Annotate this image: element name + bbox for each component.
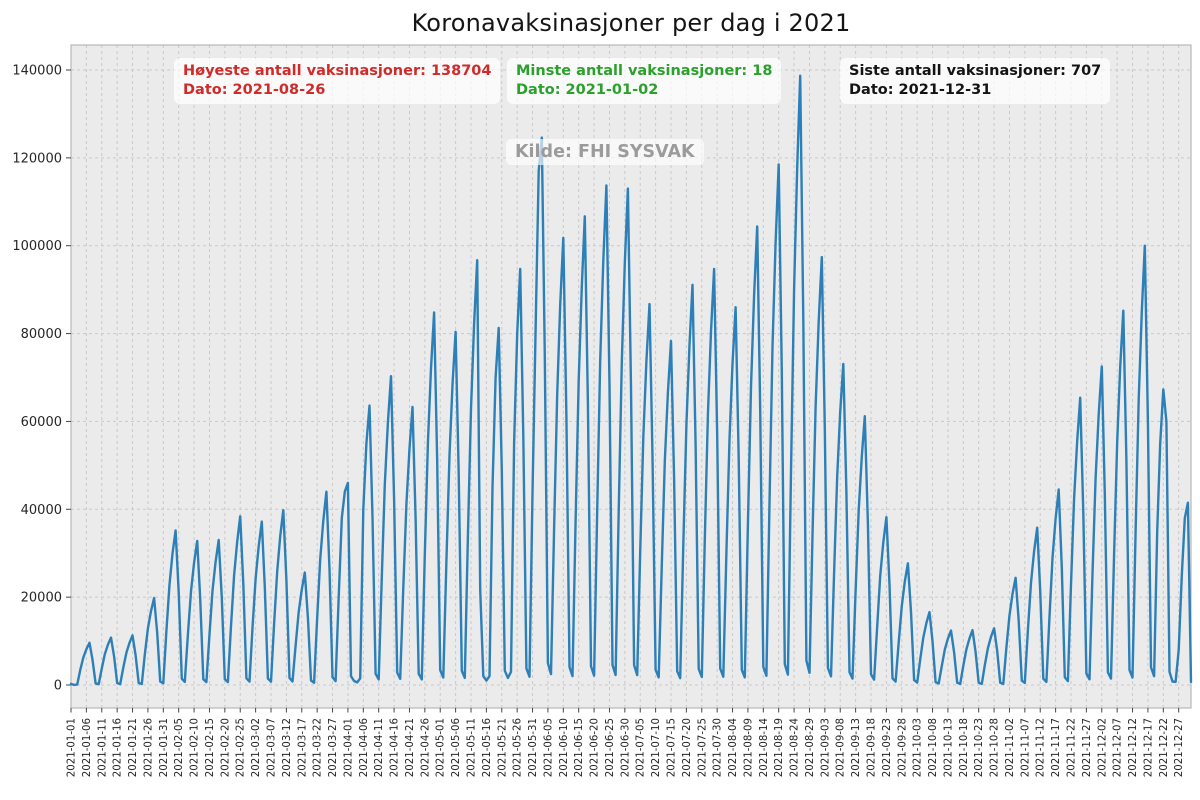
svg-text:2021-10-13: 2021-10-13 xyxy=(943,718,955,778)
svg-text:2021-06-20: 2021-06-20 xyxy=(589,718,601,778)
svg-text:2021-04-21: 2021-04-21 xyxy=(405,718,416,778)
svg-text:2021-12-07: 2021-12-07 xyxy=(1112,718,1124,778)
min-annotation-date: Dato: 2021-01-02 xyxy=(516,82,659,98)
svg-text:2021-10-08: 2021-10-08 xyxy=(928,718,939,778)
svg-text:2021-12-17: 2021-12-17 xyxy=(1143,718,1155,778)
svg-text:2021-07-20: 2021-07-20 xyxy=(681,718,693,778)
svg-text:2021-03-17: 2021-03-17 xyxy=(297,718,309,778)
svg-text:2021-08-19: 2021-08-19 xyxy=(774,718,786,778)
svg-text:2021-04-11: 2021-04-11 xyxy=(374,718,386,778)
svg-text:2021-12-12: 2021-12-12 xyxy=(1128,718,1139,778)
svg-text:2021-04-16: 2021-04-16 xyxy=(389,718,401,778)
svg-text:2021-12-02: 2021-12-02 xyxy=(1097,718,1109,778)
svg-text:2021-08-04: 2021-08-04 xyxy=(728,718,739,778)
svg-text:2021-01-06: 2021-01-06 xyxy=(81,718,93,778)
svg-text:140000: 140000 xyxy=(12,63,62,79)
svg-text:2021-08-09: 2021-08-09 xyxy=(743,718,755,778)
svg-text:60000: 60000 xyxy=(20,414,62,430)
svg-text:2021-07-15: 2021-07-15 xyxy=(666,718,678,778)
svg-text:2021-01-11: 2021-01-11 xyxy=(97,718,109,778)
svg-text:0: 0 xyxy=(53,678,62,694)
x-tick-labels xyxy=(67,718,1186,777)
last-annotation xyxy=(840,58,1110,104)
svg-text:2021-08-29: 2021-08-29 xyxy=(805,718,816,778)
svg-text:2021-03-12: 2021-03-12 xyxy=(281,718,293,778)
svg-text:2021-02-10: 2021-02-10 xyxy=(189,718,201,778)
svg-text:2021-05-26: 2021-05-26 xyxy=(512,718,524,778)
last-annotation-date: Dato: 2021-12-31 xyxy=(849,82,992,98)
svg-text:2021-05-21: 2021-05-21 xyxy=(497,718,509,778)
svg-text:2021-05-01: 2021-05-01 xyxy=(435,718,447,778)
svg-text:2021-09-08: 2021-09-08 xyxy=(835,718,847,778)
svg-text:2021-12-22: 2021-12-22 xyxy=(1158,718,1170,778)
max-annotation xyxy=(174,58,500,104)
svg-text:2021-10-03: 2021-10-03 xyxy=(912,718,924,778)
svg-text:2021-07-30: 2021-07-30 xyxy=(712,718,724,778)
svg-text:2021-03-02: 2021-03-02 xyxy=(251,718,263,778)
svg-text:2021-05-06: 2021-05-06 xyxy=(451,718,463,778)
svg-text:2021-09-28: 2021-09-28 xyxy=(897,718,909,778)
svg-text:2021-06-15: 2021-06-15 xyxy=(574,718,586,778)
max-annotation-date: Dato: 2021-08-26 xyxy=(183,82,326,98)
svg-text:2021-10-18: 2021-10-18 xyxy=(958,718,970,778)
svg-text:2021-11-12: 2021-11-12 xyxy=(1035,718,1047,778)
svg-text:2021-09-23: 2021-09-23 xyxy=(881,718,893,778)
svg-text:2021-01-21: 2021-01-21 xyxy=(128,718,139,778)
svg-text:2021-02-15: 2021-02-15 xyxy=(205,718,216,778)
svg-text:2021-11-02: 2021-11-02 xyxy=(1005,718,1016,778)
svg-text:2021-05-31: 2021-05-31 xyxy=(528,718,539,778)
svg-text:2021-02-20: 2021-02-20 xyxy=(220,718,232,778)
max-annotation-value: Høyeste antall vaksinasjoner: 138704 xyxy=(183,63,492,79)
svg-text:2021-01-01: 2021-01-01 xyxy=(66,718,78,778)
source-watermark: Kilde: FHI SYSVAK xyxy=(506,139,704,165)
svg-text:2021-01-31: 2021-01-31 xyxy=(158,718,170,778)
svg-text:2021-01-16: 2021-01-16 xyxy=(112,718,124,778)
svg-text:80000: 80000 xyxy=(20,327,62,343)
svg-text:2021-05-11: 2021-05-11 xyxy=(466,718,478,778)
svg-text:2021-04-01: 2021-04-01 xyxy=(343,718,355,778)
svg-text:2021-02-25: 2021-02-25 xyxy=(235,718,247,778)
svg-text:2021-06-05: 2021-06-05 xyxy=(543,718,555,778)
min-annotation xyxy=(507,58,781,104)
svg-text:2021-06-10: 2021-06-10 xyxy=(558,718,570,778)
svg-text:2021-03-27: 2021-03-27 xyxy=(328,718,339,778)
svg-text:2021-04-26: 2021-04-26 xyxy=(420,718,432,778)
svg-text:2021-07-10: 2021-07-10 xyxy=(651,718,663,778)
svg-text:2021-11-07: 2021-11-07 xyxy=(1020,718,1032,778)
svg-text:2021-10-23: 2021-10-23 xyxy=(974,718,986,778)
svg-text:2021-06-30: 2021-06-30 xyxy=(620,718,632,778)
svg-text:20000: 20000 xyxy=(20,590,62,606)
svg-text:2021-07-05: 2021-07-05 xyxy=(635,718,647,778)
svg-text:2021-09-03: 2021-09-03 xyxy=(820,718,832,778)
svg-text:100000: 100000 xyxy=(12,239,62,255)
last-annotation-value: Siste antall vaksinasjoner: 707 xyxy=(849,63,1102,79)
svg-text:2021-06-25: 2021-06-25 xyxy=(605,718,616,778)
svg-text:2021-09-13: 2021-09-13 xyxy=(851,718,863,778)
svg-text:2021-05-16: 2021-05-16 xyxy=(481,718,493,778)
svg-text:2021-09-18: 2021-09-18 xyxy=(866,718,878,778)
y-tick-labels xyxy=(12,64,62,694)
svg-text:2021-02-05: 2021-02-05 xyxy=(174,718,186,778)
svg-text:40000: 40000 xyxy=(20,502,62,518)
chart-title: Koronavaksinasjoner per dag i 2021 xyxy=(411,9,851,37)
svg-text:2021-04-06: 2021-04-06 xyxy=(358,718,370,778)
svg-text:2021-03-07: 2021-03-07 xyxy=(266,718,278,778)
svg-text:2021-11-22: 2021-11-22 xyxy=(1066,718,1078,778)
svg-text:2021-12-27: 2021-12-27 xyxy=(1174,718,1186,778)
svg-text:2021-10-28: 2021-10-28 xyxy=(989,718,1001,778)
min-annotation-value: Minste antall vaksinasjoner: 18 xyxy=(516,63,773,79)
svg-text:2021-08-14: 2021-08-14 xyxy=(758,718,770,778)
svg-text:2021-07-25: 2021-07-25 xyxy=(697,718,709,778)
svg-text:2021-08-24: 2021-08-24 xyxy=(789,718,801,778)
svg-text:2021-03-22: 2021-03-22 xyxy=(312,718,324,778)
svg-text:2021-01-26: 2021-01-26 xyxy=(143,718,155,778)
svg-text:120000: 120000 xyxy=(12,151,62,167)
svg-text:2021-11-17: 2021-11-17 xyxy=(1051,718,1063,778)
svg-text:2021-11-27: 2021-11-27 xyxy=(1081,718,1093,778)
